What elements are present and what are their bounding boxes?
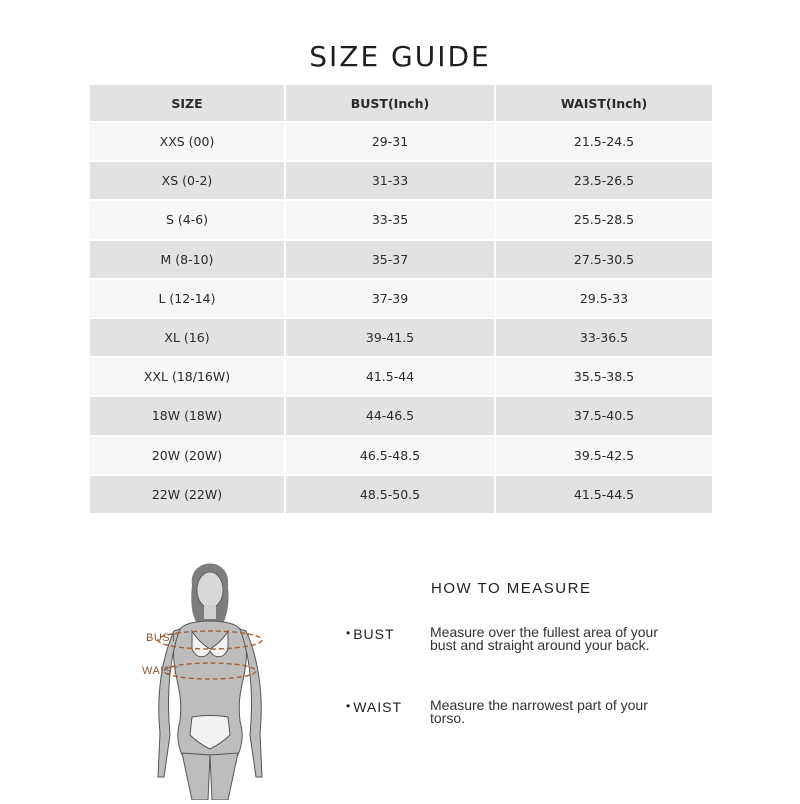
column-header-waist: WAIST(Inch)	[496, 85, 712, 121]
waist-cell: 33-36.5	[496, 319, 712, 356]
bust-cell: 41.5-44	[286, 358, 494, 395]
bust-cell: 33-35	[286, 201, 494, 238]
table-row	[90, 280, 712, 317]
waist-cell: 41.5-44.5	[496, 476, 712, 513]
column-header-size: SIZE	[90, 85, 284, 121]
waist-cell: 23.5-26.5	[496, 162, 712, 199]
waist-cell: 21.5-24.5	[496, 123, 712, 160]
bust-cell: 46.5-48.5	[286, 437, 494, 474]
table-row	[90, 201, 712, 238]
table-row	[90, 437, 712, 474]
bust-cell: 44-46.5	[286, 397, 494, 434]
page-title: SIZE GUIDE	[309, 40, 491, 73]
table-row	[90, 162, 712, 199]
table-row	[90, 241, 712, 278]
size-cell: XS (0-2)	[90, 162, 284, 199]
table-header-row	[90, 85, 712, 121]
waist-label: WAIST	[142, 665, 179, 677]
bust-cell: 39-41.5	[286, 319, 494, 356]
table-row	[90, 476, 712, 513]
measure-description-bust: Measure over the fullest area of your bust and straight around your back.	[430, 624, 659, 653]
bust-cell: 48.5-50.5	[286, 476, 494, 513]
size-cell: XXS (00)	[90, 123, 284, 160]
bust-cell: 29-31	[286, 123, 494, 160]
column-header-bust: BUST(Inch)	[286, 85, 494, 121]
size-cell: 22W (22W)	[90, 476, 284, 513]
bust-cell: 31-33	[286, 162, 494, 199]
measure-term-bust	[346, 626, 395, 642]
waist-cell: 35.5-38.5	[496, 358, 712, 395]
bust-label: BUST	[146, 632, 178, 644]
size-cell: XXL (18/16W)	[90, 358, 284, 395]
size-cell: XL (16)	[90, 319, 284, 356]
size-cell: L (12-14)	[90, 280, 284, 317]
size-cell: 18W (18W)	[90, 397, 284, 434]
waist-cell: 27.5-30.5	[496, 241, 712, 278]
size-table	[88, 83, 714, 515]
measure-term-waist	[346, 699, 402, 715]
how-to-measure-title: HOW TO MEASURE	[431, 580, 592, 597]
measure-term-label: WAIST	[353, 699, 403, 715]
table-row	[90, 319, 712, 356]
size-cell: S (4-6)	[90, 201, 284, 238]
measure-term-label: BUST	[353, 626, 395, 642]
waist-cell: 39.5-42.5	[496, 437, 712, 474]
measure-description-waist: Measure the narrowest part of your torso.	[430, 697, 648, 726]
table-row	[90, 397, 712, 434]
table-row	[90, 358, 712, 395]
size-cell: 20W (20W)	[90, 437, 284, 474]
bullet-icon: •	[346, 699, 352, 713]
waist-cell: 25.5-28.5	[496, 201, 712, 238]
waist-cell: 37.5-40.5	[496, 397, 712, 434]
waist-cell: 29.5-33	[496, 280, 712, 317]
size-cell: M (8-10)	[90, 241, 284, 278]
bust-cell: 35-37	[286, 241, 494, 278]
bust-cell: 37-39	[286, 280, 494, 317]
table-body	[90, 123, 712, 513]
bullet-icon: •	[346, 626, 352, 640]
table-row	[90, 123, 712, 160]
